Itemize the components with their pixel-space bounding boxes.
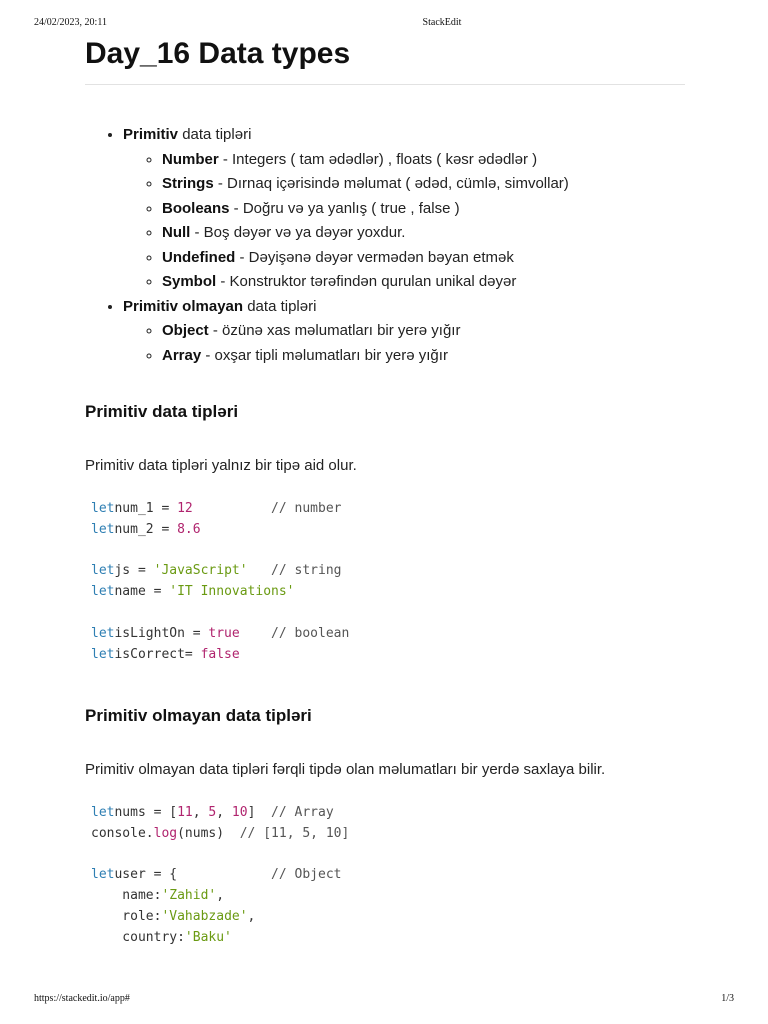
code-line xyxy=(91,928,685,949)
code-token: 'JavaScript' xyxy=(153,563,248,579)
code-line xyxy=(91,803,685,824)
code-line xyxy=(91,561,685,582)
code-line xyxy=(91,582,685,603)
code-token: let xyxy=(91,646,115,662)
print-header xyxy=(0,17,768,31)
code-token: 10 xyxy=(231,805,248,820)
outline-subitem xyxy=(162,197,685,222)
section-primitive xyxy=(85,400,685,665)
code-token: isCorrect= xyxy=(114,646,201,662)
code-token: let xyxy=(91,521,115,537)
outline-subitem-text: - Dəyişənə dəyər vermədən bəyan etmək xyxy=(235,248,514,266)
code-token: let xyxy=(91,563,115,579)
code-line xyxy=(91,520,685,541)
outline-subitem xyxy=(162,148,685,173)
outline-subitem-text: - özünə xas məlumatları bir yerə yığır xyxy=(208,322,461,339)
code-token: name: xyxy=(91,888,162,904)
code-token: false xyxy=(200,646,240,662)
code-line xyxy=(91,824,685,845)
outline-subitem-text: - Doğru və ya yanlış ( true , false ) xyxy=(229,199,460,217)
outline-item-term: Primitiv xyxy=(123,126,179,143)
outline-subitem-term: Number xyxy=(162,150,219,168)
print-footer xyxy=(0,993,768,1007)
outline-list xyxy=(85,123,685,368)
code-token: isLightOn = xyxy=(114,625,209,641)
code-token: // number xyxy=(271,501,342,516)
document-content xyxy=(85,30,685,945)
code-token: 'IT Innovations' xyxy=(169,584,295,600)
code-token: , xyxy=(216,805,232,820)
outline-subitem-term: Object xyxy=(162,322,209,339)
code-line xyxy=(91,907,685,928)
code-token: country: xyxy=(91,929,185,945)
code-token: let xyxy=(91,584,115,600)
code-line xyxy=(91,499,685,520)
code-token: let xyxy=(91,867,115,883)
code-token: let xyxy=(91,501,115,516)
outline-subitem-text: - Dırnaq içərisində məlumat ( ədəd, cümlə, simvollar) xyxy=(213,175,569,192)
outline-subitem-term: Strings xyxy=(162,175,214,192)
code-token xyxy=(248,563,271,578)
page-number: 1/3 xyxy=(721,993,734,1004)
code-line xyxy=(91,624,685,645)
code-token: , xyxy=(216,888,225,904)
code-token: 'Baku' xyxy=(184,929,232,945)
outline-item-text: data tipləri xyxy=(178,126,252,143)
code-line xyxy=(91,541,685,562)
outline-sublist xyxy=(123,148,685,295)
code-token: num_2 = xyxy=(114,521,178,537)
code-line xyxy=(91,603,685,624)
code-line xyxy=(91,886,685,907)
section-paragraph: Primitiv olmayan data tipləri fərqli tipdə olan məlumatları bir yerdə saxlaya bilir. xyxy=(85,761,606,778)
code-line xyxy=(91,645,685,666)
code-block xyxy=(85,499,685,665)
code-token: 5 xyxy=(208,805,217,820)
outline-subitem-term: Null xyxy=(162,224,191,241)
code-token: , xyxy=(192,805,209,820)
code-line xyxy=(91,845,685,866)
code-token: (nums) xyxy=(177,825,240,841)
outline-subitem xyxy=(162,319,685,344)
code-token: js = xyxy=(114,563,154,579)
code-token: // boolean xyxy=(271,625,350,641)
code-token: // string xyxy=(271,563,342,579)
code-token xyxy=(240,626,271,641)
code-line xyxy=(91,865,685,886)
outline-subitem xyxy=(162,172,685,197)
outline-subitem-text: - Boş dəyər və ya dəyər yoxdur. xyxy=(190,224,406,241)
outline-subitem-text: - Integers ( tam ədədlər) , floats ( kəsr ədədlər ) xyxy=(218,150,538,168)
outline-subitem xyxy=(162,246,685,271)
code-token: ] xyxy=(247,805,272,820)
outline-subitem xyxy=(162,221,685,246)
outline-subitem-term: Symbol xyxy=(162,273,217,290)
outline-subitem xyxy=(162,270,685,295)
code-token: let xyxy=(91,805,115,820)
code-token: 11 xyxy=(177,805,193,820)
code-block xyxy=(85,803,685,949)
code-token: , xyxy=(247,908,256,924)
code-token: log xyxy=(153,825,178,841)
code-token: let xyxy=(91,625,115,641)
print-url: https://stackedit.io/app# xyxy=(34,993,130,1004)
outline-item-term: Primitiv olmayan xyxy=(123,297,244,315)
code-token: console. xyxy=(91,825,154,841)
section-heading: Primitiv olmayan data tipləri xyxy=(85,706,312,725)
code-token: // Object xyxy=(271,867,342,883)
print-app-name: StackEdit xyxy=(422,17,462,28)
code-token: 12 xyxy=(177,501,193,516)
code-token: role: xyxy=(91,908,162,924)
code-token: 'Vahabzade' xyxy=(161,908,248,924)
code-token: // Array xyxy=(271,805,334,820)
outline-item-text: data tipləri xyxy=(243,297,317,315)
outline-subitem-text: - oxşar tipli məlumatları bir yerə yığır xyxy=(201,346,448,364)
section-non-primitive xyxy=(85,704,685,949)
code-token: num_1 = xyxy=(114,501,178,516)
outline-subitem xyxy=(162,344,685,369)
code-token: // [11, 5, 10] xyxy=(239,825,350,841)
code-token: 8.6 xyxy=(177,521,201,537)
outline-subitem-text: - Konstruktor tərəfindən qurulan unikal dəyər xyxy=(216,273,517,290)
code-token: 'Zahid' xyxy=(161,888,217,904)
outline-item xyxy=(123,123,685,295)
print-date: 24/02/2023, 20:11 xyxy=(34,17,107,28)
code-token: name = xyxy=(114,584,170,600)
outline-item xyxy=(123,295,685,369)
code-token: true xyxy=(208,625,240,641)
outline-sublist xyxy=(123,319,685,368)
outline-subitem-term: Array xyxy=(162,346,202,364)
code-token xyxy=(193,501,271,516)
code-token: user = { xyxy=(114,867,272,883)
section-heading: Primitiv data tipləri xyxy=(85,402,239,421)
code-token: nums = [ xyxy=(114,805,178,820)
section-paragraph: Primitiv data tipləri yalnız bir tipə aid olur. xyxy=(85,457,357,474)
page-title: Day_16 Data types xyxy=(85,30,685,85)
outline-subitem-term: Booleans xyxy=(162,199,230,217)
outline-subitem-term: Undefined xyxy=(162,248,236,266)
